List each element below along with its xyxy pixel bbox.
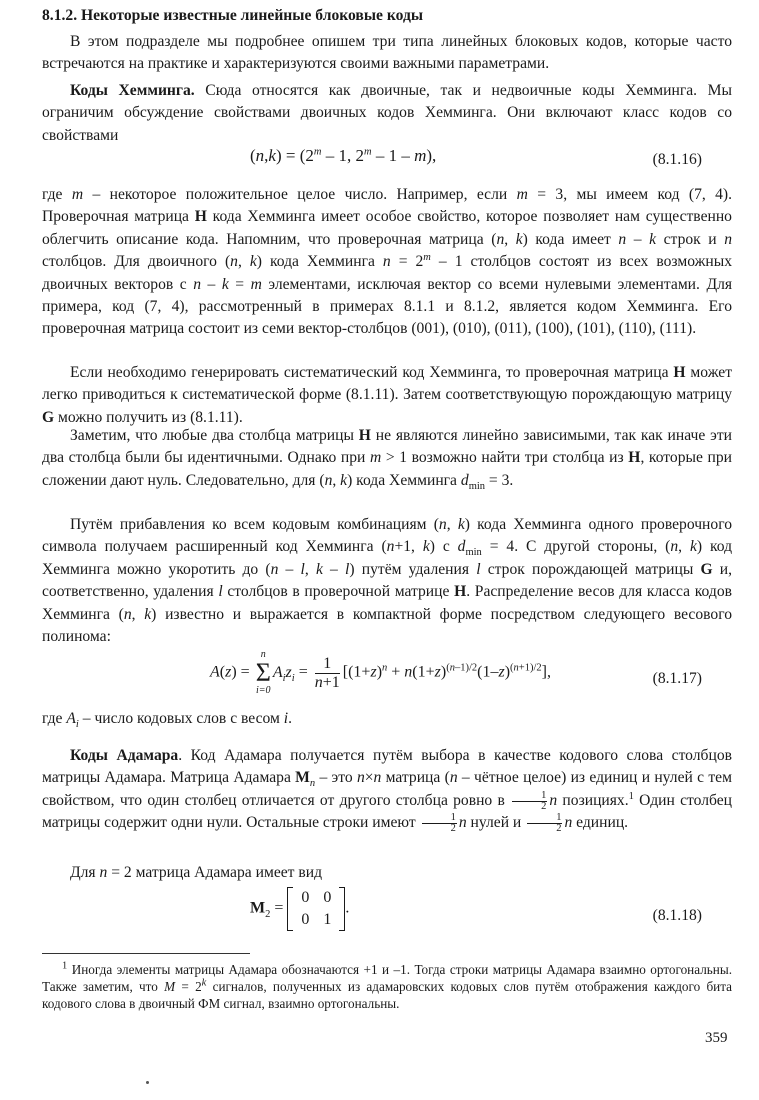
scan-speck: [146, 1081, 149, 1084]
hamming-paragraph-3: Если необходимо генерировать систематический код Хемминга, то проверочная матрица H может легко приводиться к систематической форме (8.1.11). Затем соответствующую порождающую матрицу G можно получить из (8.1.11).: [42, 364, 733, 426]
hadamard-matrix: 0 0 0 1: [287, 887, 345, 931]
equation-8-1-17: [42, 648, 732, 706]
equation-body: $(n,k) = (2^m - 1$, 2$^m$ – 1 – m),: [250, 146, 437, 165]
footnote-divider: [42, 953, 250, 954]
section-heading: [42, 5, 732, 27]
hadamard-paragraph-1: Коды Адамара. Код Адамара получается путём выбора в качестве кодового слова столбцов матрицы Адамара. Матрица Адамара $M_n$ – это n×n матрица (n – чётное целое) из единиц и нулей с тем свойством, что один столбец отличается от другого столбца ровно в $\frac{1}{2}$ n позициях.$^1$ Один столбец матрицы содержит одни нули. Остальные строки имеют $\frac{1}{2}$ n нулей и $\frac{1}{2}$ n единиц.: [42, 747, 732, 835]
section-title: Некоторые известные линейные блоковые коды: [81, 7, 424, 24]
equation-number: (8.1.17): [652, 670, 702, 687]
section-number: 8.1.2.: [42, 7, 78, 24]
equation-8-1-18: [42, 887, 732, 939]
footnote-ref: 1: [628, 790, 634, 802]
hamming-paragraph-5: Путём прибавления ко всем кодовым комбинациям (n, k) кода Хемминга одного проверочного символа получаем расширенный код Хемминга (n+1, k) с $d_{min} = 4$. С другой стороны, (n, k) код Хемминга можно укоротить до (n – l, k – l) путём удаления l строк порождающей матрицы G и, соответственно, удаления l столбцов в проверочной матрице H. Распределение весов для класса кодов Хемминга (n, k) известно и выражается в компактной форме посредством следующего весового полинома:: [42, 516, 733, 646]
equation-number: (8.1.18): [652, 907, 702, 924]
hadamard-term: Коды Адамара: [70, 747, 179, 764]
hadamard-paragraph-2: Для n = 2 матрица Адамара имеет вид: [70, 864, 323, 881]
equation-8-1-16: [42, 141, 732, 181]
hamming-paragraph-6: где $A_i$ – число кодовых слов с весом i.: [42, 710, 293, 731]
equation-body: $M_2$ = 0 0 0 1 .: [250, 887, 349, 931]
hamming-paragraph-1: Коды Хемминга. Сюда относятся как двоичные, так и недвоичные коды Хемминга. Мы ограничим обсуждение свойствами двоичных кодов Хемминга. Они включают класс кодов со свойствами: [42, 82, 732, 144]
hamming-term: Коды Хемминга.: [70, 82, 195, 99]
hamming-paragraph-4: Заметим, что любые два столбца матрицы H не являются линейно зависимыми, так как иначе эти два столбца были бы идентичными. Однако при m > 1 возможно найти три столбца из H, которые при сложении дают нуль. Следовательно, для (n, k) кода Хемминга $d_{min} = 3$.: [42, 427, 732, 492]
page-number: 359: [705, 1030, 728, 1046]
footnote: $^1$ Иногда элементы матрицы Адамара обозначаются +1 и –1. Тогда строки матрицы Адамара взаимно ортогональны. Также заметим, что $M = 2^k$ сигналов, полученных из адамаровских кодовых слов путём отображения каждого бита кодового слова в двоичный ФМ сигнал, взаимно ортогональны.: [42, 960, 733, 1011]
equation-number: (8.1.16): [652, 151, 702, 168]
hamming-paragraph-2: где m – некоторое положительное целое число. Например, если m = 3, мы имеем код (7, 4). Проверочная матрица H кода Хемминга имеет особое свойство, которое позволяет нам существенно облегчить описание кода. Напомним, что проверочная матрица (n, k) кода имеет n – k строк и n столбцов. Для двоичного (n, k) кода Хемминга $n = 2^m - 1$ столбцов состоят из всех возможных двоичных векторов с n – k = m элементами, исключая вектор со всеми нулевыми элементами. Для примера, код (7, 4), рассмотренный в примерах 8.1.1 и 8.1.2, является кодом Хемминга. Его проверочная матрица состоит из семи вектор-столбцов (001), (010), (011), (100), (101), (110), (111).: [42, 186, 733, 338]
intro-paragraph: В этом подразделе мы подробнее опишем три типа линейных блоковых кодов, которые часто встречаются на практике и характеризуются своими важными параметрами.: [42, 33, 732, 73]
equation-body: A(z) = n Σ i=0 $A_iz_i$ = $\frac{1}{n+1}$ $[(1+z)^n + n(1+z)^{(n-1)/2}(1-z)^{(n+1)/2}]$,: [210, 649, 551, 696]
